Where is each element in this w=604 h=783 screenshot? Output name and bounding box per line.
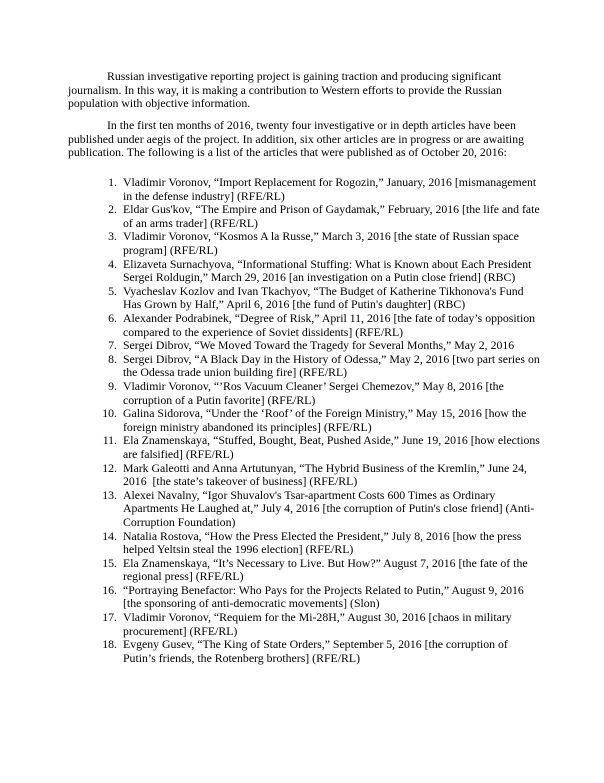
article-list-item — [68, 407, 543, 434]
article-list-item — [68, 230, 543, 257]
article-number: 2. — [108, 202, 117, 217]
article-text: Mark Galeotti and Anna Artutunyan, “The Hybrid Business of the Kremlin,” June 24, 2016 [the state’s takeover of business] (RFE/RL) — [123, 460, 530, 489]
article-number: 15. — [102, 555, 117, 570]
article-text: Galina Sidorova, “Under the ‘Roof’ of the Foreign Ministry,” May 15, 2016 [how the foreign ministry abandoned its principles] (RFE/RL) — [123, 406, 530, 434]
article-number: 4. — [108, 256, 117, 271]
article-text: Natalia Rostova, “How the Press Elected the President,” July 8, 2016 [how the press helped Yeltsin steal the 1996 election] (RFE/RL) — [123, 528, 525, 557]
article-list-item — [68, 258, 543, 285]
article-list-item — [68, 557, 543, 584]
article-number: 1. — [108, 175, 117, 190]
article-list-item — [68, 176, 543, 203]
article-list-item — [68, 312, 543, 339]
article-text: Evgeny Gusev, “The King of State Orders,” September 5, 2016 [the corruption of Putin’s friends, the Rotenberg brothers] (RFE/RL) — [123, 637, 511, 665]
article-list — [68, 176, 543, 665]
article-list-item — [68, 489, 543, 530]
intro-paragraph: Russian investigative reporting project is gaining traction and producing significant journalism. In this way, it is making a contribution to Western efforts to provide the Russian population with objective information. — [68, 69, 502, 111]
article-text: Eldar Gus'kov, “The Empire and Prison of Gaydamak,” February, 2016 [the life and fate of an arms trader] (RFE/RL) — [123, 202, 543, 230]
article-number: 9. — [108, 378, 117, 393]
article-list-item — [68, 285, 543, 312]
article-list-item — [68, 462, 543, 489]
document-body — [68, 70, 543, 665]
article-text: Vladimir Voronov, “Import Replacement for Rogozin,” January, 2016 [mismanagement in the defense industry] (RFE/RL) — [123, 175, 540, 203]
article-number: 16. — [102, 582, 117, 597]
article-number: 11. — [102, 433, 117, 448]
list-intro-paragraph: In the first ten months of 2016, twenty four investigative or in depth articles have been published under aegis of the project. In addition, six other articles are in progress or are awaiting publication. The following is a list of the articles that were published as of October 20, 2016: — [68, 118, 525, 160]
article-number: 7. — [108, 338, 117, 353]
article-list-item — [68, 584, 543, 611]
article-list-item — [68, 611, 543, 638]
article-number: 3. — [108, 229, 117, 244]
article-text: Elizaveta Surnachyova, “Informational Stuffing: What is Known about Each President Sergei Roldugin,” March 29, 2016 [an investigation on a Putin close friend] (RBC) — [123, 256, 535, 285]
article-number: 10. — [102, 406, 117, 421]
article-list-item — [68, 203, 543, 230]
article-list-item — [68, 434, 543, 461]
article-number: 13. — [102, 487, 117, 502]
article-list-item — [68, 353, 543, 380]
article-number: 6. — [108, 311, 117, 325]
article-number: 8. — [108, 351, 117, 366]
article-number: 14. — [102, 528, 117, 543]
article-text: Ela Znamenskaya, “Stuffed, Bought, Beat, Pushed Aside,” June 19, 2016 [how elections are falsified] (RFE/RL) — [123, 433, 543, 461]
article-list-item — [68, 638, 543, 665]
article-list-item — [68, 339, 543, 353]
article-number: 5. — [108, 283, 117, 298]
article-text: Alexei Navalny, “Igor Shuvalov's Tsar-apartment Costs 600 Times as Ordinary Apartments He Laughed at,” July 4, 2016 [the corruption of Putin's close friend] (Anti-Corruption Foundation) — [123, 487, 535, 529]
article-text: Vladimir Voronov, “Requiem for the Mi-28H,” August 30, 2016 [chaos in military procurement] (RFE/RL) — [123, 610, 515, 638]
article-text: Sergei Dibrov, “A Black Day in the History of Odessa,” May 2, 2016 [two part series on the Odessa trade union building fire] (RFE/RL) — [123, 351, 543, 380]
article-text: Vladimir Voronov, “Kosmos A la Russe,” March 3, 2016 [the state of Russian space program] (RFE/RL) — [123, 229, 522, 258]
article-text: Vyacheslav Kozlov and Ivan Tkachyov, “The Budget of Katherine Tikhonova's Fund Has Grown by Half,” April 6, 2016 [the fund of Putin's daughter] (RBC) — [123, 283, 527, 312]
article-list-item — [68, 530, 543, 557]
article-text: Alexander Podrabinek, “Degree of Risk,” April 11, 2016 [the fate of today’s opposition compared to the experience of Soviet dissidents] (RFE/RL) — [123, 311, 538, 339]
article-text: Sergei Dibrov, “We Moved Toward the Tragedy for Several Months,” May 2, 2016 — [123, 338, 515, 353]
article-text: Vladimir Voronov, “’Ros Vacuum Cleaner’ Sergei Chemezov,” May 8, 2016 [the corruption of a Putin favorite] (RFE/RL) — [123, 378, 507, 407]
article-number: 12. — [102, 460, 117, 475]
article-number: 17. — [102, 610, 117, 625]
article-number: 18. — [102, 637, 117, 652]
article-text: Ela Znamenskaya, “It’s Necessary to Live. But How?” August 7, 2016 [the fate of the regional press] (RFE/RL) — [123, 555, 531, 584]
article-list-item — [68, 380, 543, 407]
article-text: “Portraying Benefactor: Who Pays for the Projects Related to Putin,” August 9, 2016 [the sponsoring of anti-democratic movements] (Slon) — [123, 582, 527, 611]
